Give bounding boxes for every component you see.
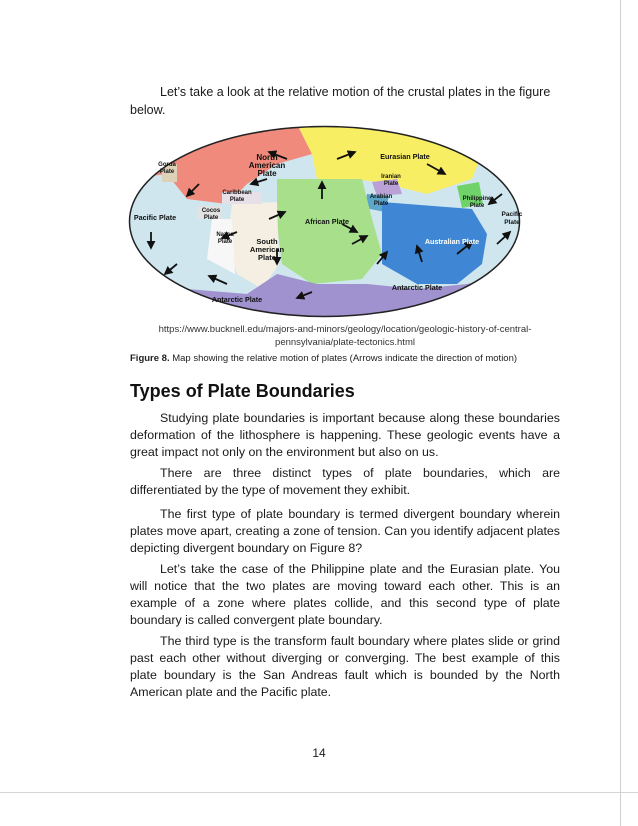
arabian-plate-label-1: Arabian — [369, 194, 393, 200]
paragraph-3-text: The first type of plate boundary is termed divergent boundary wherein plates move apart, creating a zone of tension. Can you identify adjacent plates depicting divergent boundary on Figure 8? — [130, 507, 560, 555]
paragraph-2 — [130, 465, 560, 499]
african-plate-label: African Plate — [305, 217, 349, 226]
arabian-plate-label-2: Plate — [373, 201, 389, 207]
caribbean-plate-label-1: Caribbean — [222, 190, 252, 196]
paragraph-3 — [130, 506, 560, 557]
gorda-plate-label-1: Gorda — [158, 162, 176, 168]
philippine-plate-label-2: Plate — [469, 203, 485, 209]
figure-caption — [130, 352, 580, 365]
intro-text — [130, 83, 560, 119]
north-american-label-3: Plate — [257, 169, 277, 178]
iranian-plate-label-1: Iranian — [381, 174, 401, 180]
page-edge-right — [620, 0, 621, 826]
pacific-plate-label-right-1: Pacific — [501, 211, 522, 218]
figure-url-line-1: https://www.bucknell.edu/majors-and-minors/geology/location/geologic-history-of-central- — [158, 324, 532, 335]
south-american-label-2: American — [249, 245, 285, 254]
gorda-plate-label-2: Plate — [159, 169, 175, 175]
figure-caption-text: Map showing the relative motion of plates (Arrows indicate the direction of motion) — [169, 353, 518, 364]
page-edge-bottom — [0, 792, 638, 793]
cocos-plate-label-1: Cocos — [201, 208, 221, 214]
caribbean-plate-label-2: Plate — [229, 197, 245, 203]
section-heading: Types of Plate Boundaries — [130, 381, 355, 401]
intro-line-1: Let’s take a look at the relative motion of the crustal plates in the figure — [160, 85, 551, 99]
svg-text:IranianPlate — [381, 174, 401, 187]
svg-text:PacificPlate — [502, 211, 522, 226]
figure-url-line-2: pennsylvania/plate-tectonics.html — [275, 337, 415, 348]
paragraph-2-text: There are three distinct types of plate boundaries, which are differentiated by the type of movement they exhibit. — [130, 466, 560, 497]
page-number: 14 — [312, 746, 326, 760]
svg-text:NazcaPlate — [216, 232, 234, 245]
paragraph-4-text: Let’s take the case of the Philippine plate and the Eurasian plate. You will notice that the two plates are moving toward each other. This is an example of a zone where plates collide, and this second type of plate boundary is called convergent plate boundary. — [130, 562, 560, 627]
south-american-label-1: South — [256, 237, 278, 246]
svg-text:CocosPlate — [202, 208, 221, 221]
eurasian-plate-label: Eurasian Plate — [380, 152, 430, 161]
north-american-label-1: North — [256, 153, 278, 162]
pacific-plate-label-right-2: Plate — [504, 219, 520, 226]
nazca-plate-label-2: Plate — [217, 239, 233, 245]
north-american-label-2: American — [248, 161, 286, 170]
paragraph-1-text: Studying plate boundaries is important because along these boundaries deformation of the lithosphere is happening. These geologic events have a great impact not only on the environment but also on us. — [130, 411, 560, 459]
plate-map-figure — [127, 124, 522, 319]
pacific-plate-label-left: Pacific Plate — [133, 213, 177, 222]
intro-line-2: below. — [130, 103, 166, 117]
antarctic-plate-label-right: Antarctic Plate — [391, 283, 443, 292]
paragraph-5-text: The third type is the transform fault boundary where plates slide or grind past each other without diverging or converging. The best example of this plate boundary is the San Andreas fault which is bounded by the North American plate and the Pacific plate. — [130, 634, 560, 699]
paragraph-5 — [130, 633, 560, 701]
svg-text:GordaPlate — [158, 162, 176, 175]
figure-caption-label: Figure 8. — [130, 353, 170, 364]
nazca-plate-label-1: Nazca — [216, 232, 234, 238]
south-american-label-3: Plate — [258, 253, 276, 262]
philippine-plate-label-1: Philippine — [462, 196, 492, 202]
antarctic-plate-label-left: Antarctic Plate — [211, 295, 263, 304]
figure-source-url — [130, 323, 560, 349]
cocos-plate-label-2: Plate — [203, 215, 219, 221]
paragraph-4 — [130, 561, 560, 629]
iranian-plate-label-2: Plate — [383, 181, 399, 187]
australian-plate-label: Australian Plate — [424, 237, 480, 246]
paragraph-1 — [130, 410, 560, 461]
